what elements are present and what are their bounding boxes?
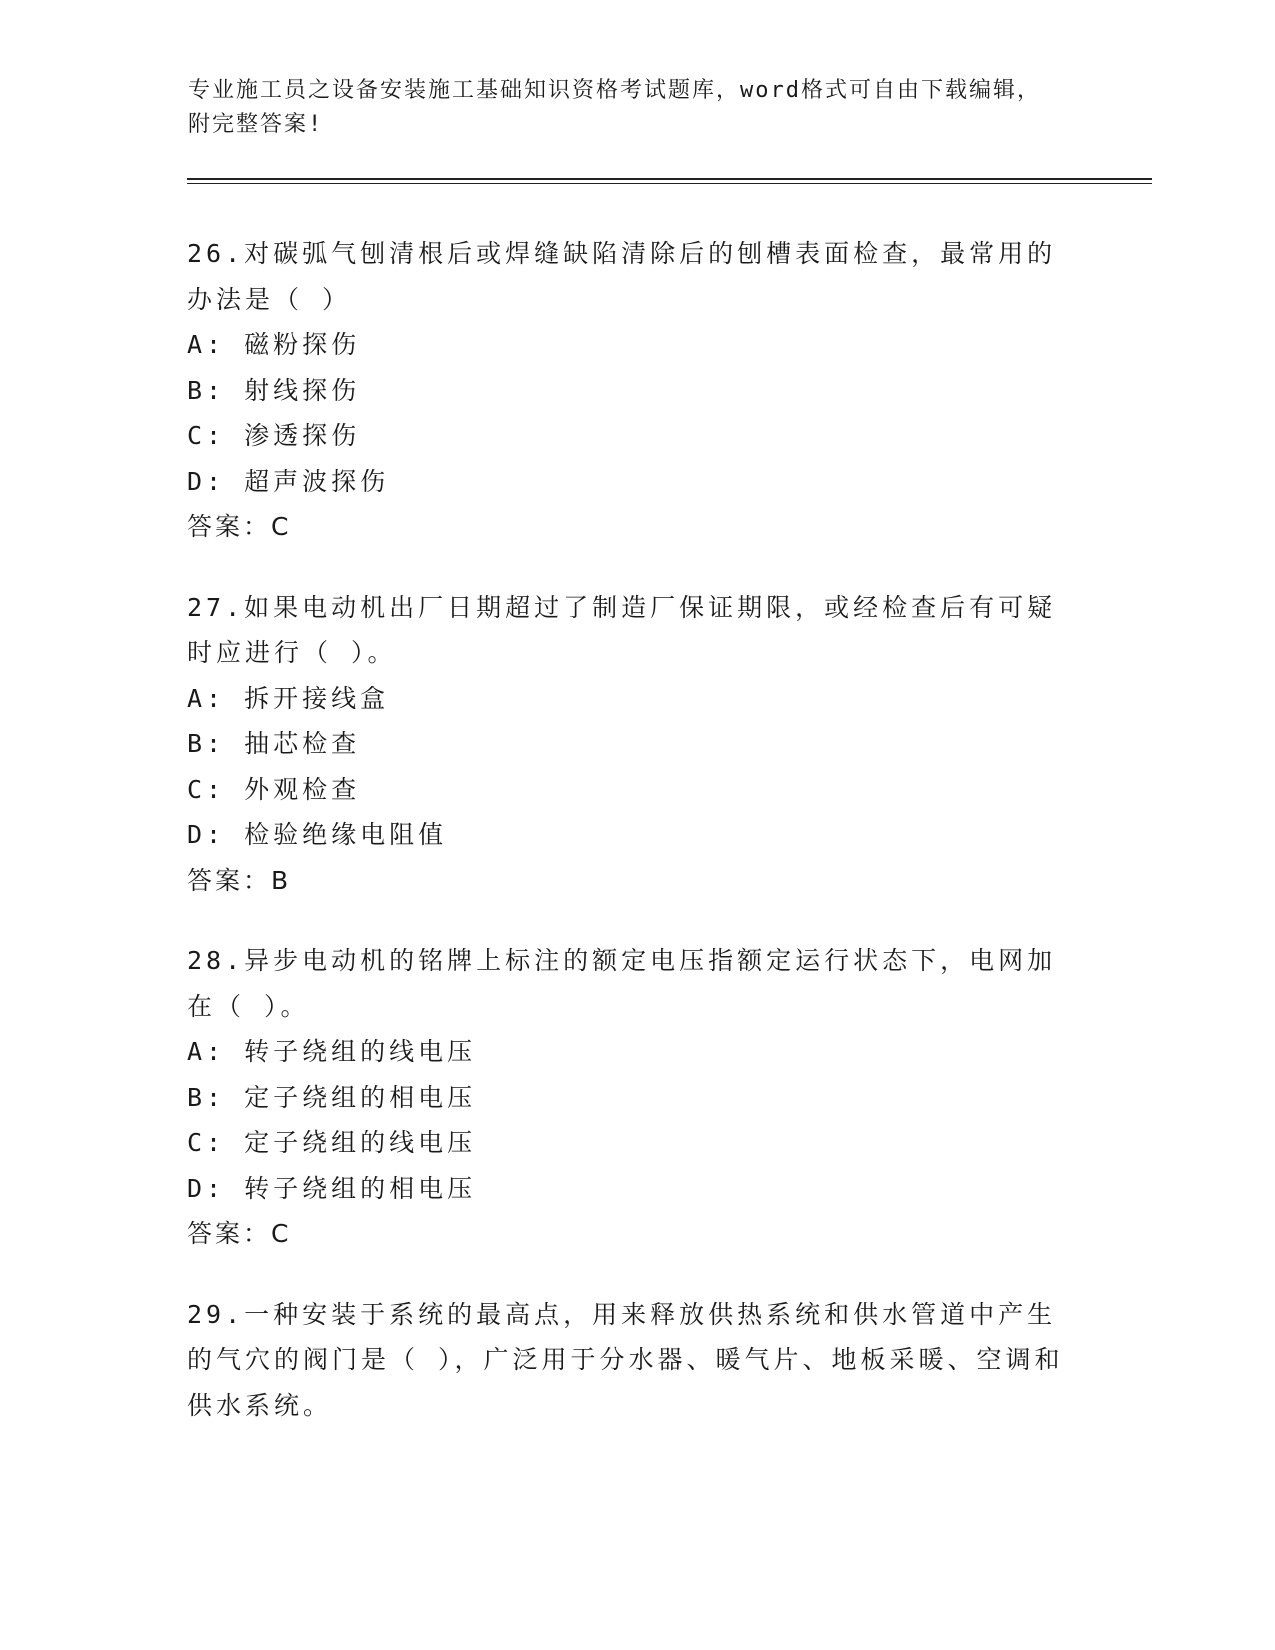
option-c: C: 渗透探伤 — [187, 421, 361, 450]
header-divider-thick — [187, 178, 1152, 180]
option-a: A: 拆开接线盒 — [187, 683, 390, 713]
question-stem: 28.异步电动机的铭牌上标注的额定电压指额定运行状态下，电网加在（ ）。 — [187, 946, 1057, 1021]
option-b: B: 抽芯检查 — [187, 729, 361, 758]
header-divider-thin — [187, 183, 1152, 184]
question-29 — [187, 1292, 1087, 1429]
question-26 — [187, 231, 1087, 550]
option-d: D: 转子绕组的相电压 — [187, 1173, 477, 1203]
option-b: B: 定子绕组的相电压 — [187, 1082, 477, 1112]
option-b: B: 射线探伤 — [187, 375, 361, 405]
answer-line: 答案：B — [187, 865, 292, 895]
answer-line: 答案：C — [187, 512, 292, 541]
question-list — [187, 231, 1087, 1463]
option-c: C: 定子绕组的线电压 — [187, 1128, 477, 1157]
document-header: 专业施工员之设备安装施工基础知识资格考试题库，word格式可自由下载编辑， 附完整答案! — [188, 78, 1041, 137]
question-27 — [187, 585, 1087, 904]
question-stem: 26.对碳弧气刨清根后或焊缝缺陷清除后的刨槽表面检查，最常用的办法是（ ） — [187, 239, 1057, 314]
option-a: A: 转子绕组的线电压 — [187, 1037, 477, 1066]
option-d: D: 超声波探伤 — [187, 466, 390, 496]
answer-line: 答案：C — [187, 1219, 292, 1248]
question-stem: 27.如果电动机出厂日期超过了制造厂保证期限，或经检查后有可疑时应进行（ ）。 — [187, 592, 1057, 667]
option-c: C: 外观检查 — [187, 774, 361, 804]
option-a: A: 磁粉探伤 — [187, 330, 361, 359]
question-28 — [187, 938, 1087, 1257]
question-stem: 29.一种安装于系统的最高点，用来释放供热系统和供水管道中产生的气穴的阀门是（ ），广泛用于分水器、暖气片、地板采暖、空调和供水系统。 — [187, 1299, 1064, 1420]
option-d: D: 检验绝缘电阻值 — [187, 820, 448, 849]
